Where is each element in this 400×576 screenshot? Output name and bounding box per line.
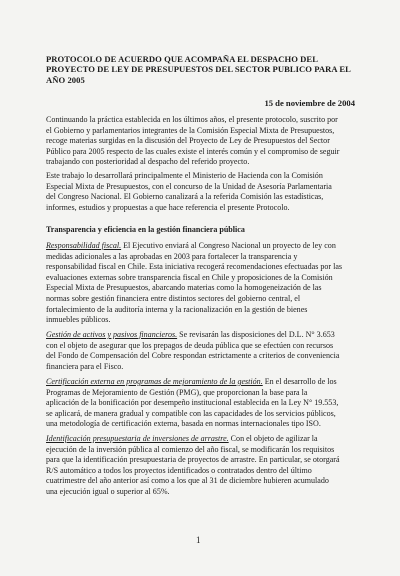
scope-paragraph: [46, 171, 355, 213]
text-line: del Congreso Nacional. El Gobierno canalizará a la referida Comisión las estadísticas,: [46, 192, 324, 202]
title-line: AÑO 2005: [46, 74, 85, 85]
item-external-certification: [46, 377, 355, 430]
text-line: recoge materias surgidas en la discusión del Proyecto de Ley de Presupuestos del Sector: [46, 136, 330, 146]
text-line: se aplicará, de manera gradual y compatible con las capacidades de los servicios públicos,: [46, 408, 336, 418]
text-line: financiera para el Fisco.: [46, 361, 124, 371]
text-line: [46, 330, 355, 341]
text-line: con el objeto de asegurar que los prepagos de deuda pública que se efectúen con recursos: [46, 340, 334, 350]
document-title: [46, 54, 364, 85]
text-line: Público para 2005 respecto de las cuales existe el interés común y el compromiso de seguir: [46, 146, 340, 156]
item-asset-management: [46, 330, 355, 372]
item-term: Certificación externa en programas de mejoramiento de la gestión.: [46, 377, 263, 386]
text-line: responsabilidad fiscal en Chile. Esta iniciativa recogerá recomendaciones efectuadas por las: [46, 262, 343, 272]
text-line: Especial Mixta de Presupuestos, con el concurso de la Unidad de Asesoría Parlamentaria: [46, 181, 332, 191]
text-line: Programas de Mejoramiento de Gestión (PMG), que proporcionan la base para la: [46, 387, 308, 397]
text-line: evaluaciones externas sobre transparencia fiscal en Chile y proposiciones de la Comisión: [46, 272, 333, 282]
item-fiscal-responsibility: [46, 241, 355, 326]
text-line: fortalecimiento de la auditoría interna y la racionalización en la gestión de bienes: [46, 304, 308, 314]
text-line: informes, estudios y propuestas a que hace referencia el presente Protocolo.: [46, 202, 290, 212]
item-term: Gestión de activos y pasivos financieros.: [46, 330, 178, 339]
text-line: [46, 377, 355, 388]
section-heading: Transparencia y eficiencia en la gestión financiera pública: [46, 225, 245, 234]
item-term: Responsabilidad fiscal.: [46, 241, 122, 250]
document-date: 15 de noviembre de 2004: [264, 98, 355, 108]
item-term: Identificación presupuestaria de inversiones de arrastre.: [46, 434, 229, 443]
item-text: El Ejecutivo enviará al Congreso Nacional un proyecto de ley con: [121, 241, 336, 250]
item-text: Con el objeto de agilizar la: [228, 434, 318, 443]
text-line: ejecución de la inversión pública al comienzo del año fiscal, se modificarán los requisitos: [46, 444, 335, 454]
title-line: PROYECTO DE LEY DE PRESUPUESTOS DEL SECTOR PUBLICO PARA EL: [46, 64, 351, 75]
text-line: Especial Mixta de Presupuestos, abarcando materias como la homogeneización de las: [46, 283, 322, 293]
title-line: PROTOCOLO DE ACUERDO QUE ACOMPAÑA EL DESPACHO DEL: [46, 54, 318, 64]
text-line: una ejecución igual o superior al 65%.: [46, 486, 170, 496]
text-line: normas sobre gestión financiera entre distintos sectores del gobierno central, el: [46, 293, 301, 303]
text-line: del Fondo de Compensación del Cobre respondan estrictamente a criterios de conveniencia: [46, 351, 340, 361]
page-number: 1: [196, 535, 201, 545]
text-line: el Gobierno y parlamentarios integrantes de la Comisión Especial Mixta de Presupuestos,: [46, 125, 335, 135]
text-line: R/S automático a todos los proyectos identificados o contratados dentro del último: [46, 465, 312, 475]
intro-paragraph: [46, 115, 355, 168]
text-line: una metodología de certificación externa, basada en normas internacionales tipo ISO.: [46, 419, 321, 429]
item-text: Se revisarán las disposiciones del D.L. N° 3.653: [177, 330, 335, 339]
text-line: Este trabajo lo desarrollará principalmente el Ministerio de Hacienda con la Comisión: [46, 171, 323, 180]
text-line: cuatrimestre del año anterior así como a los que al 31 de diciembre hubieren acumulado: [46, 476, 329, 486]
text-line: aplicación de la bonificación por desempeño institucional establecida en la Ley N° 19.553,: [46, 398, 339, 408]
text-line: Continuando la práctica establecida en los últimos años, el presente protocolo, suscrito por: [46, 115, 338, 124]
text-line: medidas adicionales a las aprobadas en 2003 para fortalecer la transparencia y: [46, 251, 298, 261]
text-line: trabajando con posterioridad al despacho del referido proyecto.: [46, 157, 250, 167]
item-text: En el desarrollo de los: [262, 377, 337, 386]
item-budget-identification: [46, 434, 355, 498]
text-line: para que la identificación presupuestaria de proyectos de arrastre. En particular, se otorgará: [46, 455, 340, 465]
text-line: [46, 434, 355, 445]
text-line: [46, 241, 355, 252]
text-line: inmuebles públicos.: [46, 315, 111, 325]
